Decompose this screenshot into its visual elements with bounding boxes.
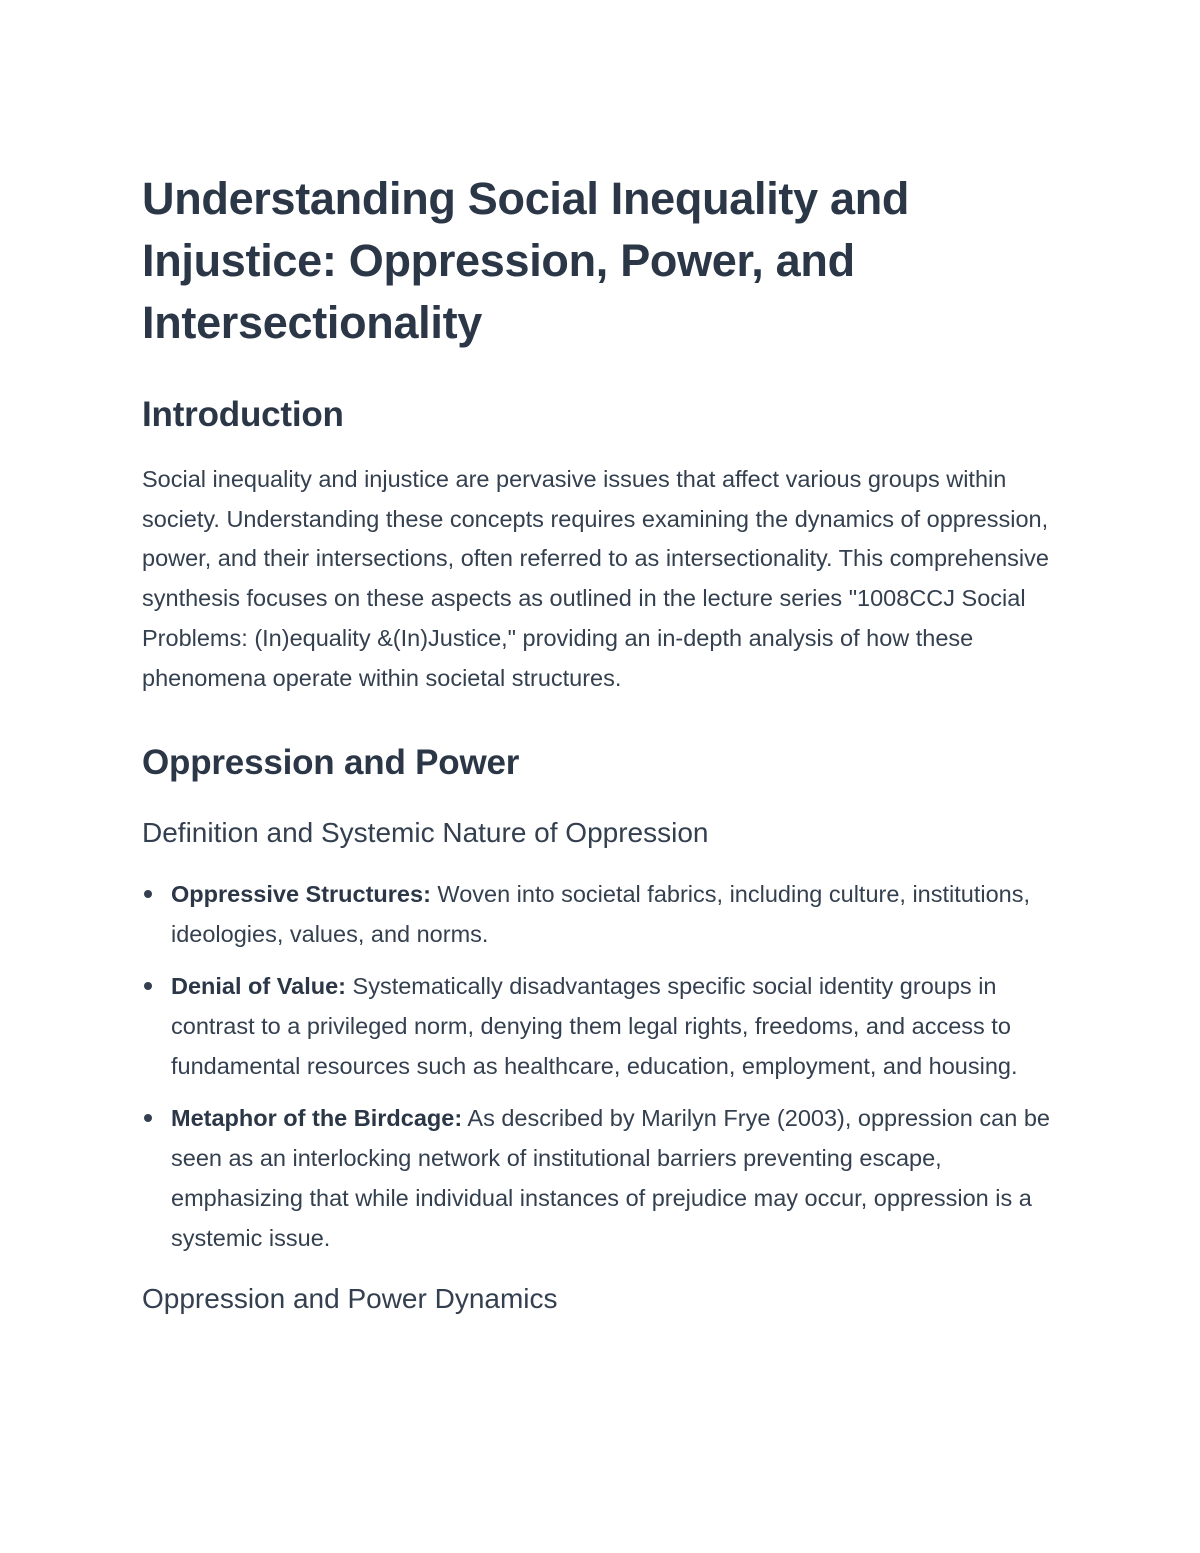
definition-subheading: Definition and Systemic Nature of Oppression — [142, 817, 709, 849]
bullet-text: Woven into societal fabrics, including culture, institutions, ideologies, values, and norms. — [171, 881, 1031, 948]
introduction-heading: Introduction — [142, 395, 344, 434]
bullet-icon — [144, 890, 152, 898]
definition-bullet-list — [142, 874, 1052, 1258]
list-item — [142, 966, 1052, 1086]
list-item — [142, 874, 1052, 954]
bullet-icon — [144, 982, 152, 990]
power-dynamics-subheading: Oppression and Power Dynamics — [142, 1283, 558, 1315]
bullet-icon — [144, 1114, 152, 1122]
bullet-term: Denial of Value: — [171, 973, 346, 1000]
oppression-power-heading: Oppression and Power — [142, 743, 520, 783]
document-page — [142, 168, 1052, 1318]
document-title: Understanding Social Inequality and Injustice: Oppression, Power, and Intersectionality — [142, 173, 910, 348]
bullet-text: Systematically disadvantages specific social identity groups in contrast to a privileged norm, denying them legal rights, freedoms, and access to fundamental resources such as healthcare, education, employment, and housing. — [171, 973, 1018, 1080]
list-item — [142, 1098, 1052, 1258]
bullet-term: Oppressive Structures: — [171, 881, 431, 908]
bullet-text: As described by Marilyn Frye (2003), oppression can be seen as an interlocking network of institutional barriers preventing escape, emphasizing that while individual instances of prejudice may occur, oppression is a systemic issue. — [171, 1105, 1050, 1252]
introduction-paragraph: Social inequality and injustice are pervasive issues that affect various groups within society. Understanding these concepts requires examining the dynamics of oppression, power, and their intersections, often referred to as intersectionality. This comprehensive synthesis focuses on these aspects as outlined in the lecture series "1008CCJ Social Problems: (In)equality &(In)Justice," providing an in-depth analysis of how these phenomena operate within societal structures. — [142, 466, 1049, 691]
bullet-term: Metaphor of the Birdcage: — [171, 1105, 463, 1132]
